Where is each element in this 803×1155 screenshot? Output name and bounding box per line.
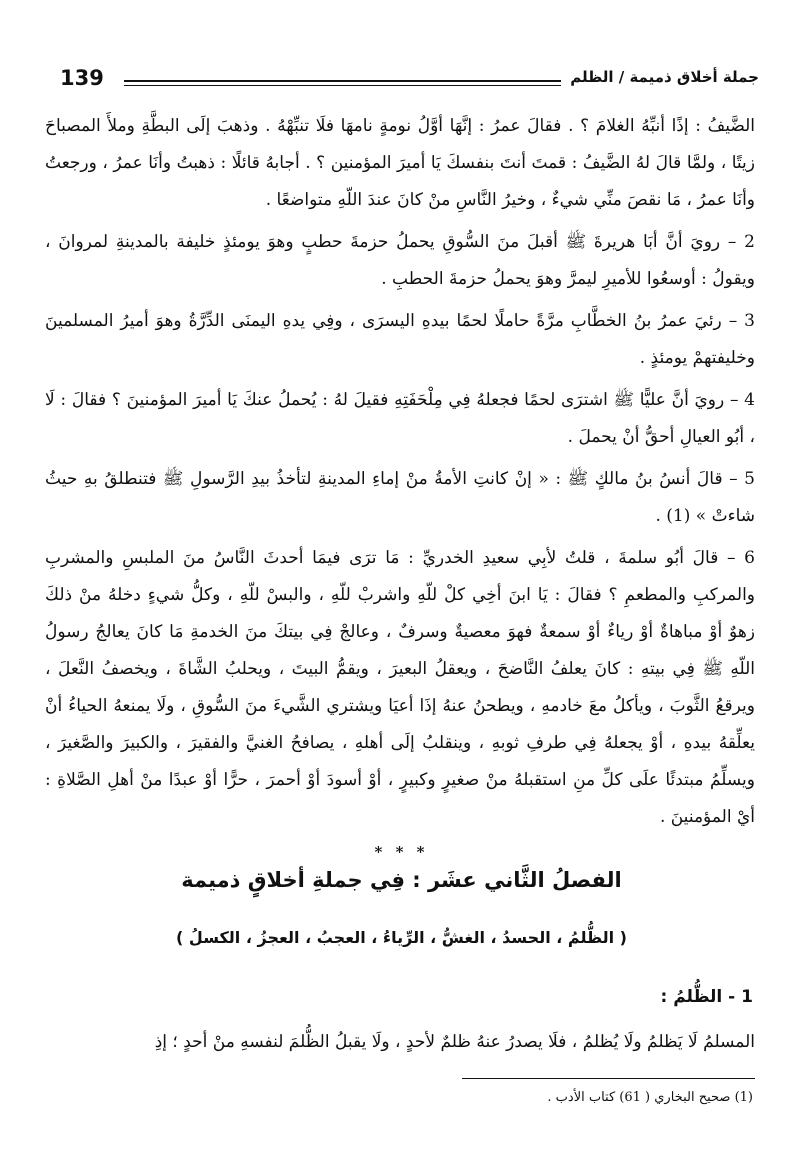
paragraph-6: 6 – قالَ أبُو سلمةَ ، قلتُ لأبِي سعيدِ الخدريِّ : مَا ترَى فيمَا أحدثَ النَّاسُ منَ الملبسِ والمشربِ والمركبِ والمطعمِ ؟ فقالَ : يَا ابنَ أخِي كلْ للّهِ واشربْ للّهِ ، والبسْ للّهِ ، وكلُّ شيءٍ دخلهُ منْ ذلكَ زهوٌ أوْ مباهاةٌ أوْ رياءٌ أوْ سمعةٌ فهوَ معصيةٌ وسرفٌ ، وعالجْ فِي بيتكَ منَ الخدمةِ مَا كانَ يعالجُ رسولُ اللّهِ ﷺ فِي بيتهِ : كانَ يعلفُ النَّاضحَ ، ويعقلُ البعيرَ ، ويقمُّ البيتَ ، ويحلبُ الشَّاةَ ، ويخصفُ النَّعلَ ، ويرقعُ الثَّوبَ ، ويأكلُ معَ خادمهِ ، ويطحنُ عنهُ إذَا أعيَا ويشتري الشَّيءَ منَ السُّوقِ ، ولَا يمنعهُ الحياءُ أنْ يعلِّقهُ بيدهِ ، أوْ يجعلهُ فِي طرفِ ثوبهِ ، وينقلبُ إلَى أهلهِ ، يصافحُ الغنيَّ والفقيرَ ، والكبيرَ والصَّغيرَ ، ويسلِّمُ مبتدئًا علَى كلِّ منِ استقبلهُ منْ صغيرٍ وكبيرٍ ، أوْ أسودَ أوْ أحمرَ ، حرًّا أوْ عبدًا منْ أهلِ الصَّلاةِ : أيْ المؤمنينَ . bbox=[45, 548, 755, 827]
chapter-title: الفصلُ الثَّاني عشَر : فِي جملةِ أخلاقٍ ذميمة bbox=[181, 868, 622, 892]
paragraph-2: 2 – رويَ أنَّ أبَا هريرةَ ﷺ أقبلَ منَ السُّوقِ يحملُ حزمةَ حطبٍ وهوَ يومئذٍ خليفة بالمدينةِ لمروانَ ، ويقولُ : أوسعُوا للأميرِ ليمرَّ وهوَ يحملُ حزمةَ الحطبِ . bbox=[45, 232, 755, 289]
paragraph-3: 3 – رئيَ عمرُ بنُ الخطَّابِ مرَّةً حاملًا لحمًا بيدهِ اليسرَى ، وفِي يدهِ اليمنَى الدِّرَّةُ وهوَ أميرُ المسلمينَ وخليفتهمْ يومئذٍ . bbox=[45, 311, 755, 368]
page-number: 139 bbox=[60, 66, 104, 90]
paragraph-1: الضَّيفُ : إذًا أنبِّهُ الغلامَ ؟ . فقالَ عمرُ : إنَّهَا أوَّلُ نومةٍ نامهَا فلَا تنبِّهْهُ . وذهبَ إلَى البطَّةِ وملأَ المصباحَ زيتًا ، ولمَّا قالَ لهُ الضَّيفُ : قمتَ أنتَ بنفسكَ يَا أميرَ المؤمنين ؟ . أجابهُ قائلًا : ذهبتُ وأنَا عمرُ ، ورجعتُ وأنَا عمرُ ، مَا نقصَ منِّي شيءٌ ، وخيرُ النَّاسِ منْ كانَ عندَ اللّهِ متواضعًا . bbox=[45, 116, 755, 210]
section-break: * * * bbox=[374, 843, 429, 861]
body-text bbox=[45, 108, 755, 841]
header-rule bbox=[124, 80, 561, 86]
chapter-subtitle: ( الظُّلمُ ، الحسدُ ، الغشُّ ، الرِّياءُ ، العجبُ ، العجزُ ، الكسلُ ) bbox=[176, 928, 627, 947]
footnote: (1) صحيح البخاري ( 61) كتاب الأدب . bbox=[547, 1090, 753, 1105]
subsection-heading: 1 - الظُّلمُ : bbox=[660, 987, 753, 1007]
running-header bbox=[60, 64, 759, 100]
subsection-text: المسلمُ لَا يَظلمُ ولَا يُظلمُ ، فلَا يصدرُ عنهُ ظلمٌ لأحدٍ ، ولَا يقبلُ الظُّلمَ لنفسهِ منْ أحدٍ ؛ إذِ bbox=[154, 1032, 755, 1052]
paragraph-4: 4 – رويَ أنَّ عليًّا ﷺ اشترَى لحمًا فجعلهُ فِي مِلْحَفَتِهِ فقيلَ لهُ : يُحملُ عنكَ يَا أميرَ المؤمنينَ ؟ فقالَ : لَا ، أبُو العيالِ أحقُّ أنْ يحملَ . bbox=[45, 390, 755, 447]
header-title: جملة أخلاق ذميمة / الظلم bbox=[570, 68, 759, 86]
footnote-rule bbox=[462, 1078, 755, 1079]
paragraph-5: 5 – قالَ أنسُ بنُ مالكٍ ﷺ : « إنْ كانتِ الأمةُ منْ إماءِ المدينةِ لتأخذُ بيدِ الرَّسولِ ﷺ فتنطلقُ بهِ حيثُ شاءتْ » (1) . bbox=[45, 469, 755, 526]
